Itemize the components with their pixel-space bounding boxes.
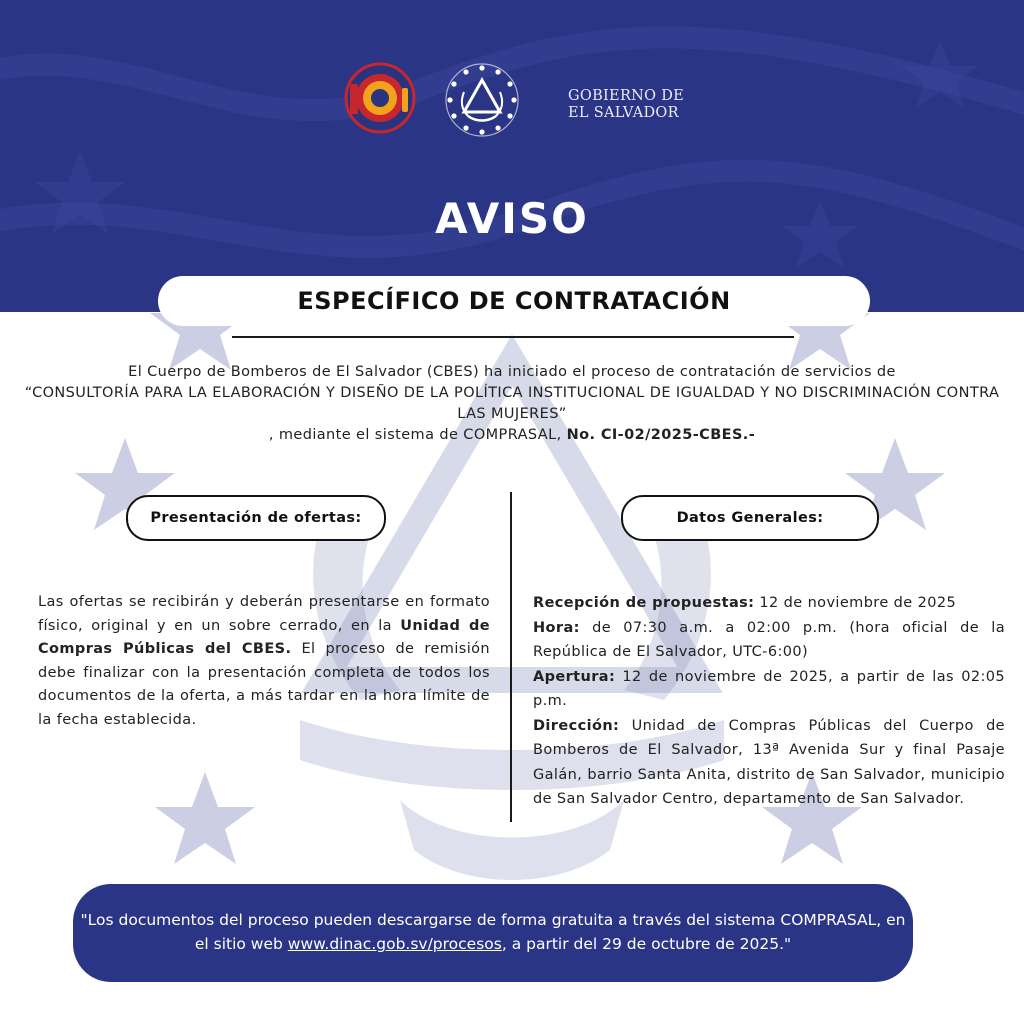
address-label: Dirección:	[533, 717, 620, 734]
general-data-text	[533, 591, 1005, 812]
process-number: No. CI-02/2025-CBES.-	[566, 427, 756, 443]
offers-section-label: Presentación de ofertas:	[126, 495, 386, 541]
general-data-section-label: Datos Generales:	[621, 495, 879, 541]
offers-text	[38, 591, 490, 732]
opening-item	[533, 665, 1005, 714]
offers-text-part2: El proceso de remisión debe finalizar con la presentación completa de todos los documentos de la oferta, a más tardar en la hora límite de la fecha establecida.	[38, 641, 490, 728]
offers-unit: Unidad de Compras Públicas del CBES.	[38, 617, 490, 657]
band-texture	[0, 0, 1024, 312]
government-wordmark	[568, 88, 684, 122]
system-text: , mediante el sistema de COMPRASAL,	[268, 427, 567, 443]
reception-label: Recepción de propuestas:	[533, 595, 755, 611]
government-line-1: GOBIERNO DE	[568, 88, 685, 104]
subtitle-pill	[158, 276, 870, 326]
opening-value: 12 de noviembre de 2025, a partir de las 02:05 p.m.	[533, 668, 1005, 709]
dinac-link[interactable]: www.dinac.gob.sv/procesos	[287, 935, 502, 953]
reception-value: 12 de noviembre de 2025	[754, 595, 957, 611]
firefighters-badge-icon	[344, 62, 416, 134]
national-seal-icon	[444, 62, 520, 138]
footer-text-part1: "Los documentos del proceso pueden descargarse de forma gratuita a través del sistema COMPRASAL, en el sitio web	[80, 911, 906, 953]
address-value: Unidad de Compras Públicas del Cuerpo de Bomberos de El Salvador, 13ª Avenida Sur y final Pasaje Galán, barrio Santa Anita, distrito de San Salvador, municipio de San Salvador Centro, departamento de San Salvador.	[533, 717, 1005, 807]
government-line-2: EL SALVADOR	[568, 105, 679, 121]
title-divider	[232, 336, 794, 338]
page-subtitle: ESPECÍFICO DE CONTRATACIÓN	[297, 287, 731, 315]
address-item	[533, 714, 1005, 812]
service-name: “CONSULTORÍA PARA LA ELABORACIÓN Y DISEÑO DE LA POLÍTICA INSTITUCIONAL DE IGUALDAD Y NO DISCRIMINACIÓN CONTRA LAS MUJERES”	[24, 385, 1000, 422]
intro-paragraph	[20, 362, 1004, 446]
hour-value: de 07:30 a.m. a 02:00 p.m. (hora oficial de la República de El Salvador, UTC-6:00)	[533, 619, 1005, 660]
page-title: AVISO	[435, 194, 589, 243]
footer-text-part2: , a partir del 29 de octubre de 2025."	[501, 935, 792, 953]
logo-row	[0, 62, 1024, 138]
offers-text-part1: Las ofertas se recibirán y deberán presentarse en formato físico, original y en un sobre cerrado, en la	[38, 594, 490, 634]
hour-item	[533, 616, 1005, 665]
opening-label: Apertura:	[533, 668, 616, 685]
intro-line: El Cuerpo de Bomberos de El Salvador (CBES) ha iniciado el proceso de contratación de servicios de	[128, 364, 896, 380]
header-band	[0, 0, 1024, 312]
hour-label: Hora:	[533, 619, 580, 636]
footer-text	[73, 908, 913, 956]
column-divider	[510, 492, 512, 822]
footer-notice	[73, 884, 913, 982]
reception-item	[533, 591, 1005, 616]
